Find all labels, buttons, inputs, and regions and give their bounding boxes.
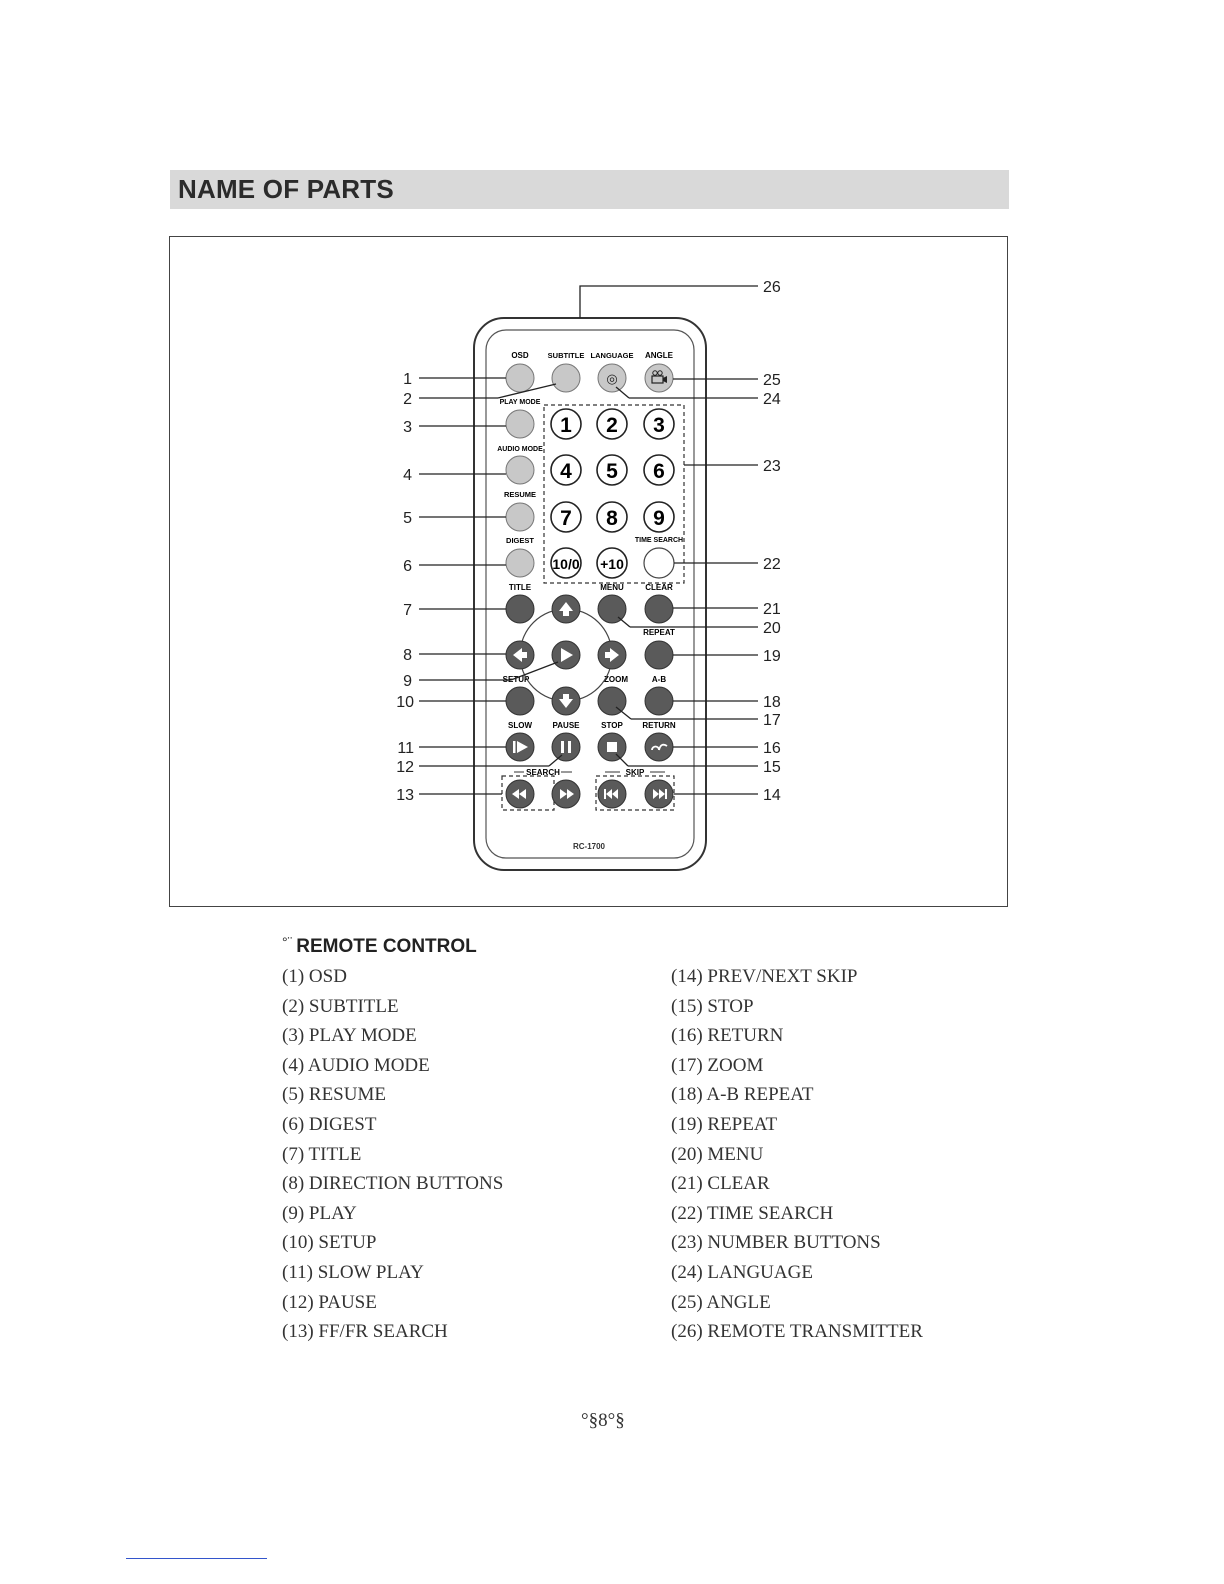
callout-17: 17 (763, 712, 781, 729)
legend-item: (1) OSD (282, 966, 347, 987)
zoom-label: ZOOM (604, 675, 628, 684)
skip-label: SKIP (625, 768, 645, 777)
number-key-5-label: 5 (606, 460, 618, 483)
legend-item: (3) PLAY MODE (282, 1025, 417, 1047)
a-b-label: A-B (651, 675, 667, 684)
repeat-button (645, 641, 673, 669)
section-heading (282, 934, 477, 958)
angle-label: ANGLE (645, 351, 673, 360)
callout-6: 6 (403, 558, 412, 575)
remote-model-label: RC-1700 (572, 842, 606, 851)
title-button (506, 595, 534, 623)
footer-rule (126, 1558, 267, 1559)
legend-item: (19) REPEAT (671, 1113, 778, 1135)
legend-item: (8) DIRECTION BUTTONS (282, 1173, 504, 1195)
callout-12: 12 (396, 759, 414, 776)
number-key-plus10-label: +10 (600, 556, 624, 572)
legend-item: (23) NUMBER BUTTONS (671, 1232, 881, 1254)
callout-25: 25 (763, 372, 781, 389)
audio-mode-button (506, 456, 534, 484)
time-search-button (644, 548, 674, 578)
callout-20: 20 (763, 620, 781, 637)
legend-item: (10) SETUP (282, 1232, 377, 1254)
slow-label: SLOW (508, 721, 532, 730)
number-key-3-label: 3 (653, 414, 665, 437)
pause-label: PAUSE (552, 721, 580, 730)
legend-item: (11) SLOW PLAY (282, 1261, 424, 1283)
legend-item: (25) ANGLE (671, 1291, 771, 1313)
legend-item: (6) DIGEST (282, 1113, 377, 1135)
digest-button (506, 549, 534, 577)
repeat-label: REPEAT (643, 628, 675, 637)
callout-7: 7 (403, 602, 412, 619)
clear-label: CLEAR (645, 583, 673, 592)
page-title: NAME OF PARTS (178, 174, 394, 204)
callout-15: 15 (763, 759, 781, 776)
legend-right-column (671, 962, 923, 1347)
a-b-button (645, 687, 673, 715)
legend-left-column (282, 962, 503, 1347)
callout-2: 2 (403, 391, 412, 408)
audio-mode-label: AUDIO MODE (497, 446, 543, 453)
setup-label: SETUP (502, 675, 530, 684)
legend-item: (22) TIME SEARCH (671, 1202, 834, 1224)
leader-26 (580, 286, 758, 318)
callout-21: 21 (763, 601, 781, 618)
title-label: TITLE (508, 583, 532, 592)
callout-26: 26 (763, 279, 781, 296)
number-key-1-label: 1 (560, 414, 572, 437)
callout-3: 3 (403, 419, 412, 436)
number-key-9-label: 9 (653, 507, 665, 530)
legend-item: (21) CLEAR (671, 1173, 770, 1195)
legend-item: (13) FF/FR SEARCH (282, 1321, 448, 1343)
number-key-10-0-label: 10/0 (552, 556, 580, 572)
callout-11: 11 (397, 740, 414, 757)
stop-icon (607, 742, 617, 752)
callout-14: 14 (763, 787, 781, 804)
legend-item: (26) REMOTE TRANSMITTER (671, 1321, 923, 1343)
legend-item: (24) LANGUAGE (671, 1261, 813, 1283)
resume-button (506, 503, 534, 531)
callout-1: 1 (403, 371, 412, 388)
language-icon: ◎ (606, 371, 618, 386)
legend-item: (16) RETURN (671, 1025, 784, 1047)
legend-item: (7) TITLE (282, 1143, 362, 1165)
legend-item: (20) MENU (671, 1143, 764, 1165)
pause-button (552, 733, 580, 761)
osd-label: OSD (511, 351, 529, 360)
clear-button (645, 595, 673, 623)
callout-22: 22 (763, 556, 781, 573)
legend-item: (2) SUBTITLE (282, 995, 399, 1017)
osd-button (506, 364, 534, 392)
time-search-label: TIME SEARCH (634, 537, 684, 544)
return-button (645, 733, 673, 761)
play-mode-label: PLAY MODE (499, 399, 541, 406)
legend-item: (12) PAUSE (282, 1291, 377, 1313)
subtitle-button (552, 364, 580, 392)
callout-10: 10 (396, 694, 414, 711)
play-mode-button (506, 410, 534, 438)
callout-23: 23 (763, 458, 781, 475)
subtitle-label: SUBTITLE (547, 351, 585, 360)
stop-label: STOP (601, 721, 623, 730)
search-label: SEARCH (526, 768, 560, 777)
menu-button (598, 595, 626, 623)
legend-item: (18) A-B REPEAT (671, 1084, 814, 1106)
legend-item: (9) PLAY (282, 1202, 357, 1224)
resume-label: RESUME (503, 490, 537, 499)
legend-item: (5) RESUME (282, 1084, 386, 1106)
return-label: RETURN (642, 721, 676, 730)
legend-item: (17) ZOOM (671, 1054, 764, 1076)
angle-button (645, 364, 673, 392)
section-heading-mark: °¨ (282, 934, 293, 950)
callout-19: 19 (763, 648, 781, 665)
zoom-button (598, 687, 626, 715)
callout-24: 24 (763, 391, 781, 408)
number-key-4-label: 4 (560, 460, 572, 483)
legend-item: (14) PREV/NEXT SKIP (671, 966, 858, 987)
number-key-8-label: 8 (606, 507, 618, 530)
legend-item: (15) STOP (671, 995, 754, 1017)
digest-label: DIGEST (506, 536, 534, 545)
callout-8: 8 (403, 647, 412, 664)
legend-item: (4) AUDIO MODE (282, 1054, 430, 1076)
number-key-6-label: 6 (653, 460, 665, 483)
callout-4: 4 (403, 467, 412, 484)
section-heading-text: REMOTE CONTROL (296, 936, 477, 957)
callout-18: 18 (763, 694, 781, 711)
callout-13: 13 (396, 787, 414, 804)
callout-9: 9 (403, 673, 412, 690)
setup-button (506, 687, 534, 715)
page-number: °§8°§ (581, 1410, 625, 1431)
menu-label: MENU (600, 583, 624, 592)
number-key-2-label: 2 (606, 414, 618, 437)
language-label: LANGUAGE (590, 351, 634, 360)
callout-5: 5 (403, 510, 412, 527)
callout-16: 16 (763, 740, 781, 757)
number-key-7-label: 7 (560, 507, 572, 530)
